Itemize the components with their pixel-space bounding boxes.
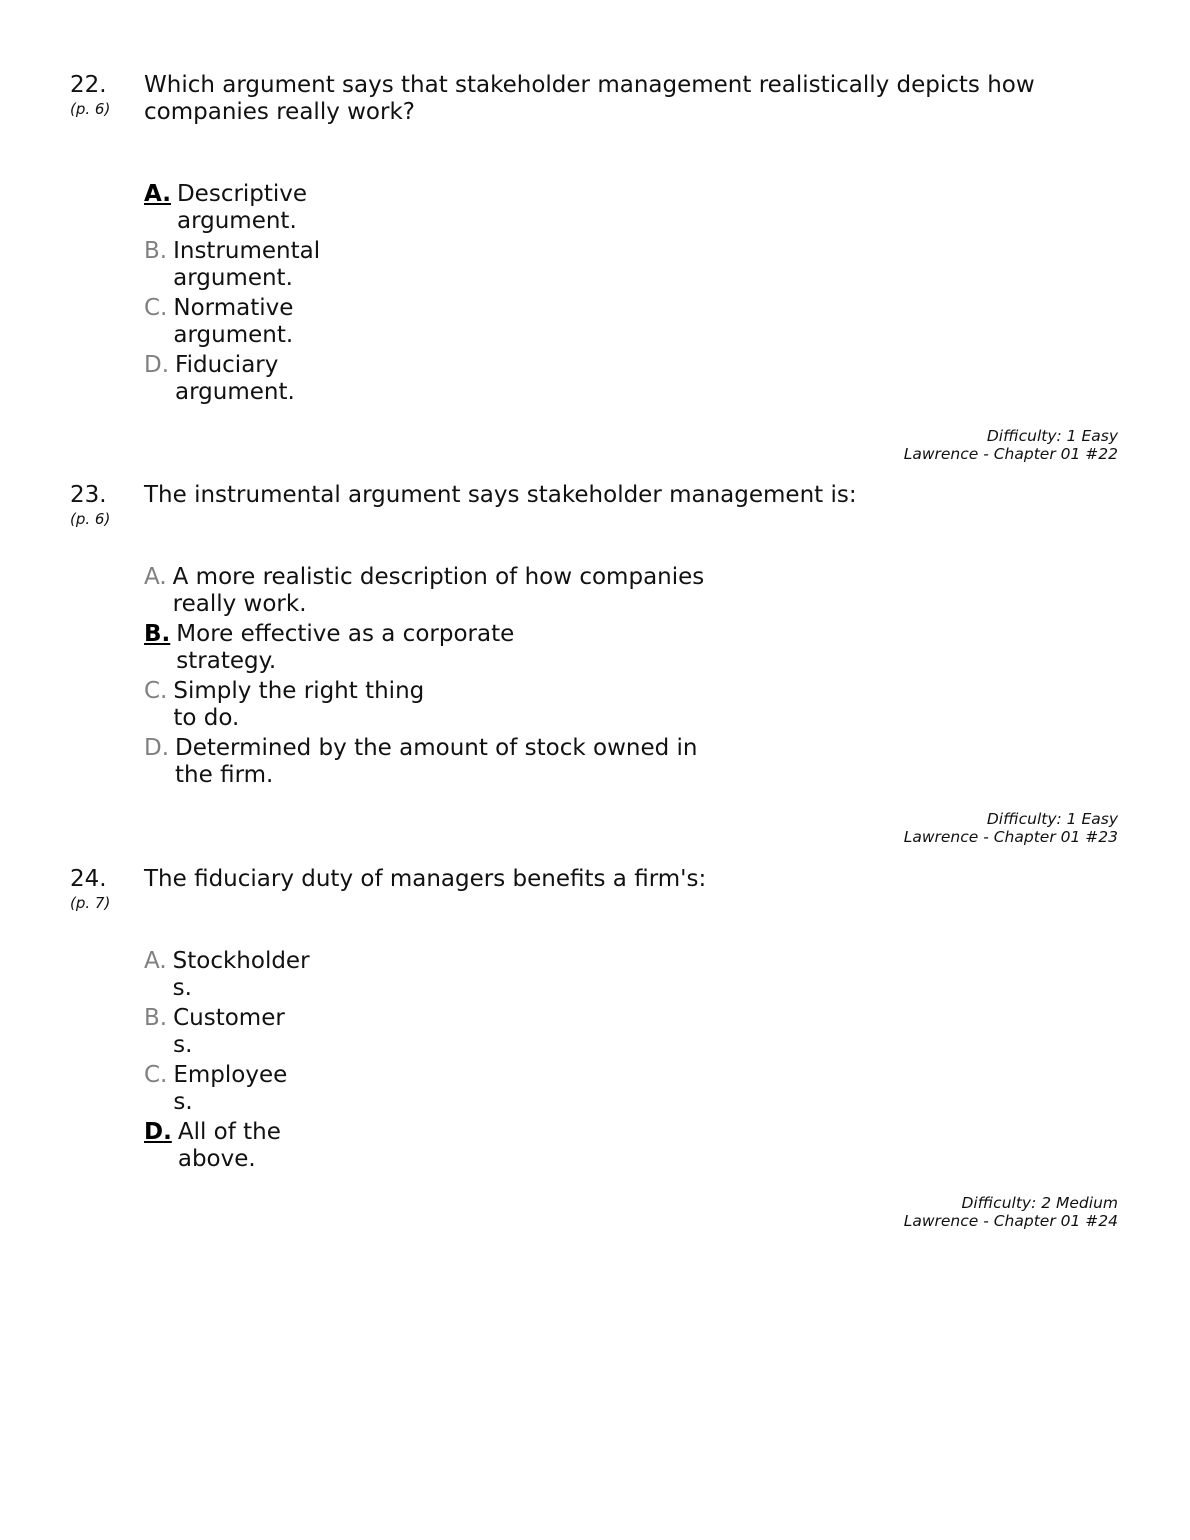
option-text: More effective as a corporate strategy. bbox=[176, 621, 515, 674]
option-letter: A. bbox=[144, 564, 167, 590]
answer-option-b bbox=[144, 238, 328, 292]
source-label: Lawrence - Chapter 01 #23 bbox=[903, 828, 1118, 846]
question-metadata bbox=[904, 427, 1118, 463]
option-letter-correct: D. bbox=[144, 1119, 172, 1145]
answer-option-a bbox=[144, 948, 313, 1002]
option-text: Customers. bbox=[173, 1005, 285, 1058]
option-letter: D. bbox=[144, 735, 170, 761]
option-letter: A. bbox=[144, 948, 167, 974]
answer-option-d bbox=[144, 352, 328, 406]
option-text: Descriptive argument. bbox=[176, 181, 308, 234]
difficulty-label: Difficulty: 2 Medium bbox=[961, 1194, 1118, 1212]
answer-options bbox=[144, 564, 720, 792]
question-text: Which argument says that stakeholder management realistically depicts how companies really work? bbox=[144, 72, 1035, 125]
question-text: The fiduciary duty of managers benefits a firm's: bbox=[144, 866, 707, 892]
option-text: Instrumental argument. bbox=[173, 238, 321, 291]
difficulty-label: Difficulty: 1 Easy bbox=[986, 427, 1118, 445]
option-text: Determined by the amount of stock owned in the firm. bbox=[175, 735, 698, 788]
question-number: 23. bbox=[70, 482, 107, 508]
answer-options bbox=[144, 181, 328, 409]
source-label: Lawrence - Chapter 01 #24 bbox=[903, 1212, 1118, 1230]
answer-option-a bbox=[144, 181, 328, 235]
answer-option-c bbox=[144, 295, 328, 349]
option-letter: C. bbox=[144, 1062, 168, 1088]
option-text: Simply the right thing to do. bbox=[173, 678, 425, 731]
option-letter: B. bbox=[144, 1005, 168, 1031]
option-text: A more realistic description of how companies really work. bbox=[172, 564, 705, 617]
page-reference: (p. 6) bbox=[70, 100, 111, 118]
answer-option-d bbox=[144, 1119, 313, 1173]
answer-option-b bbox=[144, 621, 720, 675]
question-metadata bbox=[904, 1194, 1118, 1230]
question-number: 22. bbox=[70, 72, 107, 98]
answer-option-b bbox=[144, 1005, 313, 1059]
page-reference: (p. 6) bbox=[70, 510, 111, 528]
option-text: Normative argument. bbox=[173, 295, 294, 348]
option-letter-correct: B. bbox=[144, 621, 171, 647]
question-metadata bbox=[904, 810, 1118, 846]
source-label: Lawrence - Chapter 01 #22 bbox=[903, 445, 1118, 463]
answer-option-c bbox=[144, 678, 720, 732]
question-text: The instrumental argument says stakeholder management is: bbox=[144, 482, 857, 508]
option-letter: C. bbox=[144, 295, 168, 321]
option-text: Fiduciary argument. bbox=[175, 352, 295, 405]
option-letter: D. bbox=[144, 352, 170, 378]
option-text: All of the above. bbox=[177, 1119, 281, 1172]
answer-option-a bbox=[144, 564, 720, 618]
option-letter: C. bbox=[144, 678, 168, 704]
difficulty-label: Difficulty: 1 Easy bbox=[986, 810, 1118, 828]
option-text: Employees. bbox=[173, 1062, 288, 1115]
page-reference: (p. 7) bbox=[70, 894, 111, 912]
option-letter-correct: A. bbox=[144, 181, 171, 207]
answer-option-c bbox=[144, 1062, 313, 1116]
option-text: Stockholders. bbox=[172, 948, 310, 1001]
option-letter: B. bbox=[144, 238, 168, 264]
answer-option-d bbox=[144, 735, 720, 789]
answer-options bbox=[144, 948, 313, 1176]
question-number: 24. bbox=[70, 866, 107, 892]
